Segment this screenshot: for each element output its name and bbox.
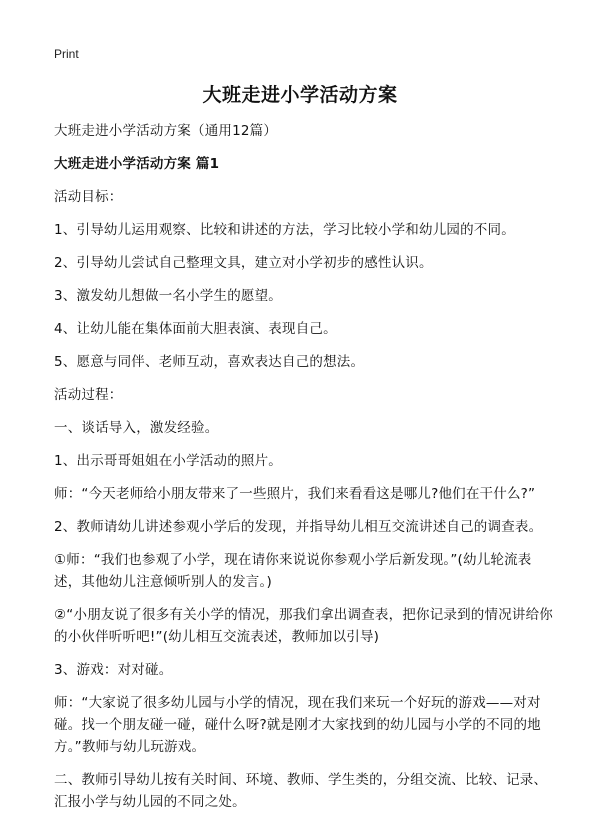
document-subtitle: 大班走进小学活动方案（通用12篇）	[54, 123, 278, 139]
section-heading: 大班走进小学活动方案 篇1	[54, 156, 220, 172]
document-body	[54, 120, 554, 824]
paragraph-teacher-quote-2: 师：“大家说了很多幼儿园与小学的情况，现在我们来玩一个好玩的游戏——对对碰。找一个朋友碰一碰，碰什么呀?就是刚才大家找到的幼儿园与小学的不同的地方。”教师与幼儿玩游戏。	[54, 695, 541, 755]
paragraph-step-1: 一、谈话导入，激发经验。	[54, 420, 219, 436]
paragraph-goal-4: 4、让幼儿能在集体面前大胆表演、表现自己。	[54, 321, 337, 337]
paragraph-activity-goals: 活动目标：	[54, 189, 123, 205]
paragraph-teacher-quote-1: 师：“今天老师给小朋友带来了一些照片，我们来看看这是哪儿?他们在干什么?”	[54, 486, 536, 502]
paragraph-goal-5: 5、愿意与同伴、老师互动，喜欢表达自己的想法。	[54, 354, 365, 370]
paragraph-activity-process: 活动过程：	[54, 387, 123, 403]
paragraph-step-1-1: 1、出示哥哥姐姐在小学活动的照片。	[54, 453, 282, 469]
paragraph-step-1-3: 3、游戏：对对碰。	[54, 662, 173, 678]
paragraph-goal-3: 3、激发幼儿想做一名小学生的愿望。	[54, 288, 282, 304]
paragraph-step-2: 二、教师引导幼儿按有关时间、环境、教师、学生类的，分组交流、比较、记录、汇报小学与幼儿园的不同之处。	[54, 772, 548, 810]
paragraph-goal-2: 2、引导幼儿尝试自己整理文具，建立对小学初步的感性认识。	[54, 255, 433, 271]
paragraph-goal-1: 1、引导幼儿运用观察、比较和讲述的方法，学习比较小学和幼儿园的不同。	[54, 222, 515, 238]
document-title: 大班走进小学活动方案	[202, 84, 398, 106]
print-label: Print	[54, 47, 79, 61]
paragraph-step-1-2: 2、教师请幼儿讲述参观小学后的发现，并指导幼儿相互交流讲述自己的调查表。	[54, 519, 543, 535]
paragraph-sub-2: ②“小朋友说了很多有关小学的情况，那我们拿出调查表，把你记录到的情况讲给你的小伙伴听听吧!”(幼儿相互交流表述，教师加以引导)	[54, 607, 553, 645]
paragraph-sub-1: ①师：“我们也参观了小学，现在请你来说说你参观小学后新发现。”(幼儿轮流表述，其他幼儿注意倾听别人的发言。)	[54, 552, 532, 590]
